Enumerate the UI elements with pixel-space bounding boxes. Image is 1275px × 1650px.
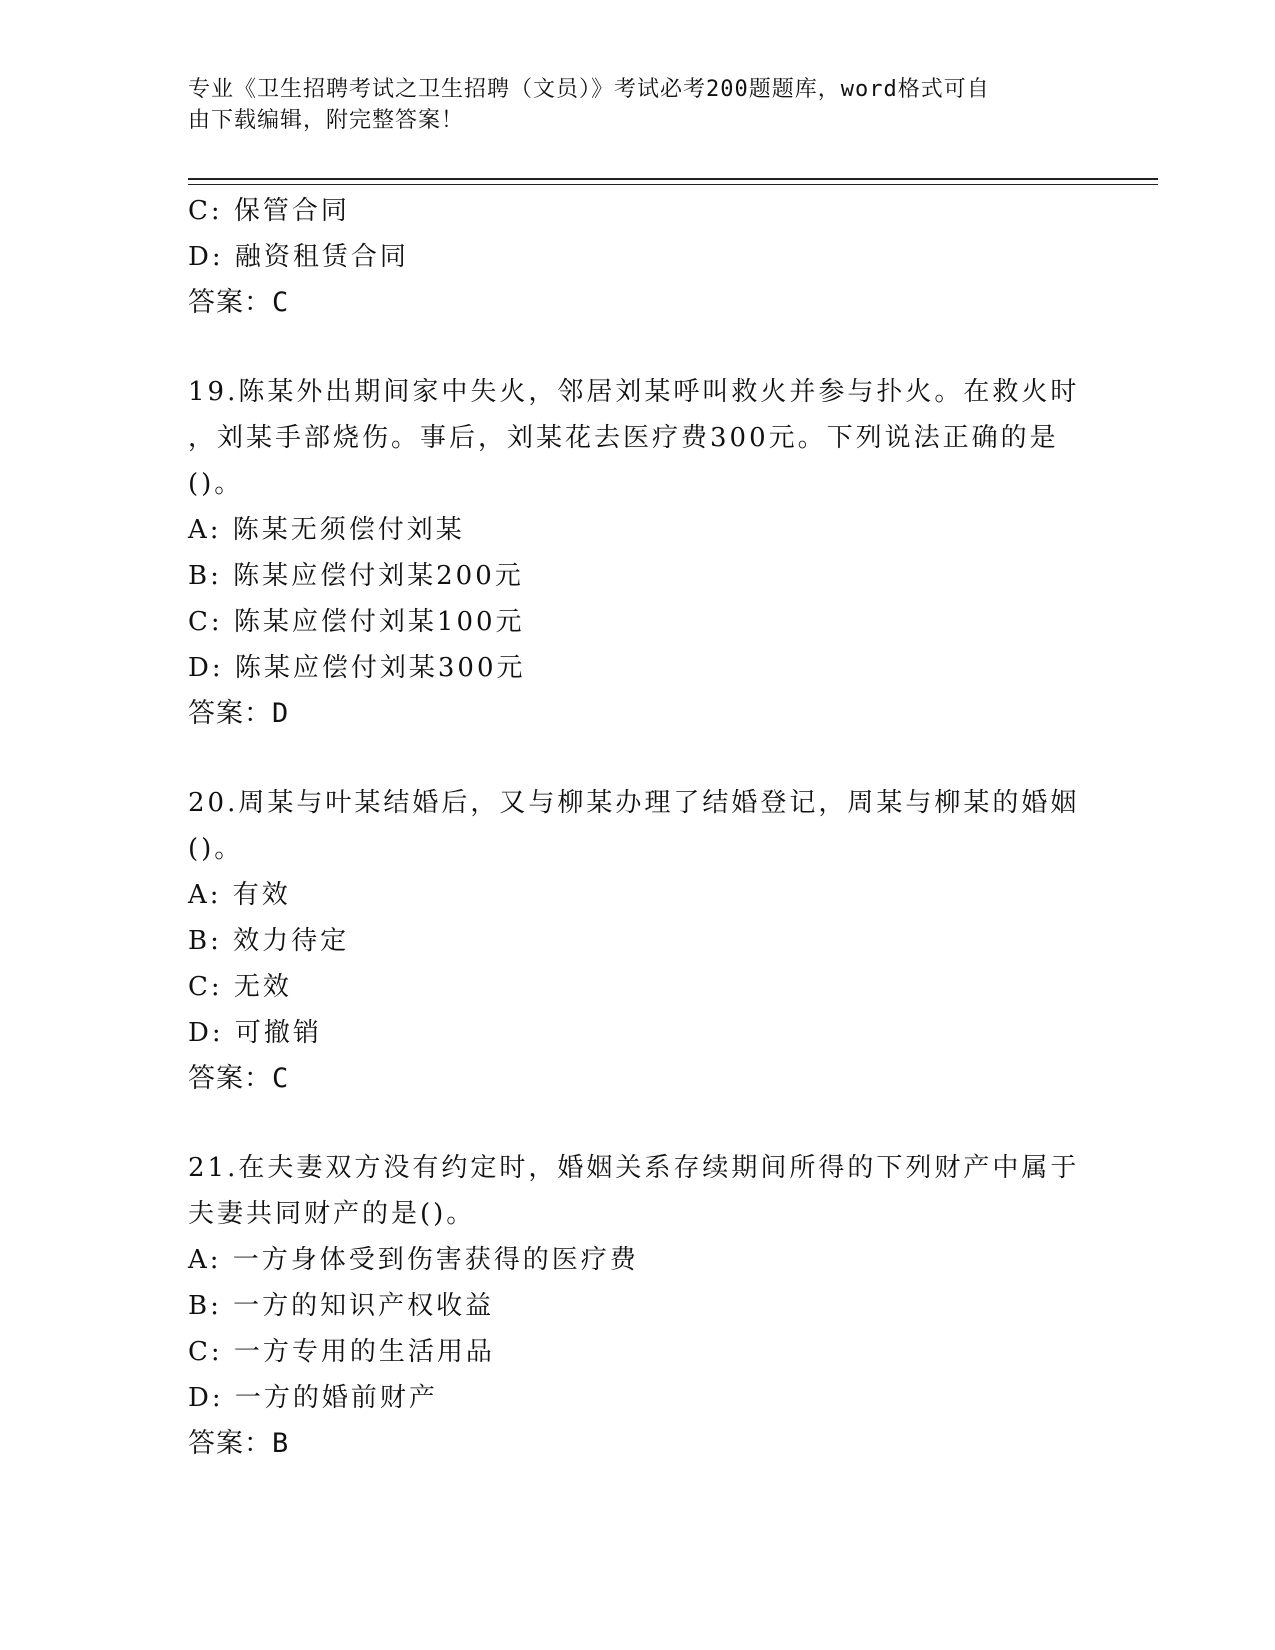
option-c: C: 陈某应偿付刘某100元 [188, 607, 525, 637]
document-header [188, 74, 1068, 136]
question-stem-line: ，刘某手部烧伤。事后，刘某花去医疗费300元。下列说法正确的是 [188, 423, 1059, 453]
option-a: A: 陈某无须偿付刘某 [188, 515, 465, 545]
question-stem-line: ()。 [188, 469, 244, 499]
question-stem-line: 21.在夫妻双方没有约定时，婚姻关系存续期间所得的下列财产中属于 [188, 1153, 1080, 1183]
option-b: B: 陈某应偿付刘某200元 [188, 561, 524, 591]
option-a: A: 有效 [188, 880, 291, 910]
option-c: C: 无效 [188, 972, 292, 1002]
option-d: D: 可撤销 [188, 1018, 322, 1048]
answer-line: 答案：B [188, 1428, 290, 1459]
question-21 [188, 1145, 1088, 1467]
option-c: C: 保管合同 [188, 196, 350, 226]
answer-line: 答案：C [188, 287, 290, 318]
question-20 [188, 780, 1088, 1102]
option-d: D: 一方的婚前财产 [188, 1383, 438, 1413]
header-line-2: 由下载编辑，附完整答案！ [188, 108, 465, 133]
option-b: B: 一方的知识产权收益 [188, 1291, 495, 1321]
answer-line: 答案：C [188, 1063, 290, 1094]
option-d: D: 融资租赁合同 [188, 242, 409, 272]
header-divider-thin [188, 184, 1158, 185]
answer-line: 答案：D [188, 698, 290, 729]
option-c: C: 一方专用的生活用品 [188, 1337, 495, 1367]
question-stem-line: 19.陈某外出期间家中失火，邻居刘某呼叫救火并参与扑火。在救火时 [188, 377, 1080, 407]
question-list [188, 188, 1088, 1467]
header-line-1: 专业《卫生招聘考试之卫生招聘（文员）》考试必考200题题库，word格式可自 [188, 77, 990, 102]
question-stem-line: 20.周某与叶某结婚后，又与柳某办理了结婚登记，周某与柳某的婚姻 [188, 788, 1080, 818]
option-b: B: 效力待定 [188, 926, 350, 956]
question-prev [188, 188, 1088, 326]
header-divider-thick [188, 178, 1158, 180]
question-19 [188, 369, 1088, 737]
question-stem-line: ()。 [188, 834, 244, 864]
option-d: D: 陈某应偿付刘某300元 [188, 653, 526, 683]
option-a: A: 一方身体受到伤害获得的医疗费 [188, 1245, 639, 1275]
question-stem-line: 夫妻共同财产的是()。 [188, 1199, 476, 1229]
